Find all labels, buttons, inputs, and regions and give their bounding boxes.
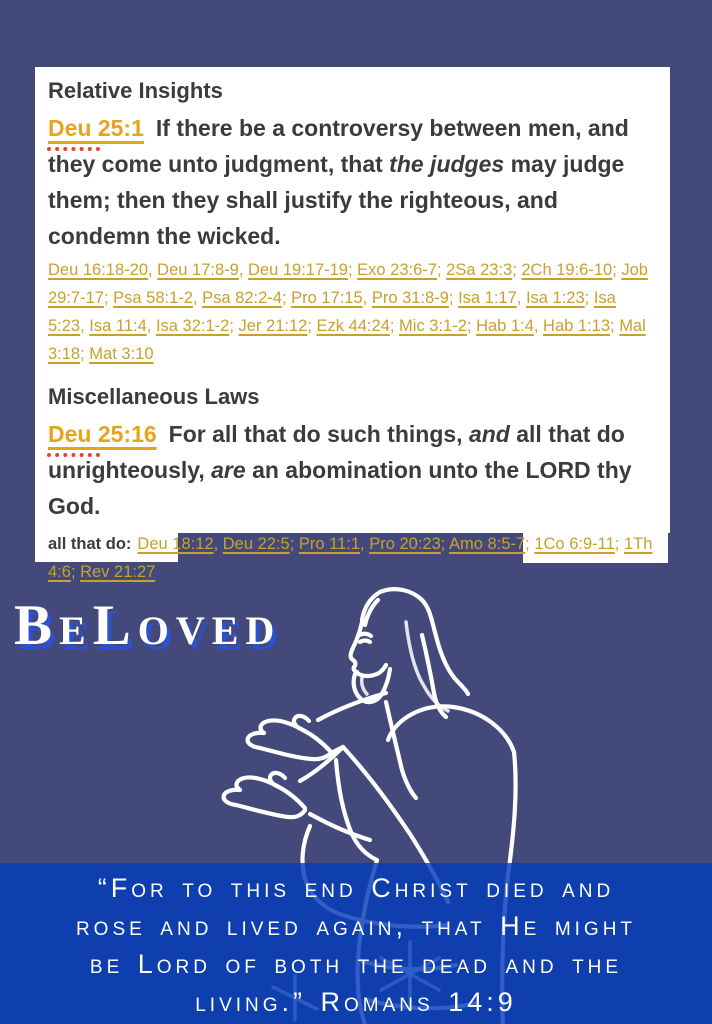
verse-ref-chapter: 25:16 (97, 421, 157, 447)
scripture-ref-link[interactable]: Hab 1:4 (476, 317, 534, 335)
verse-deu-25-16 (48, 416, 657, 524)
scripture-ref-link[interactable]: Isa 32:1-2 (155, 317, 230, 335)
verse-ref-link-deu-25-16[interactable] (48, 421, 157, 447)
scripture-ref-link[interactable]: Isa 11:4 (89, 317, 147, 335)
scripture-ref-link[interactable]: Deu 16:18-20 (48, 261, 148, 279)
scripture-ref-link[interactable]: Pro 17:15 (291, 289, 363, 307)
verse-ref-link-deu-25-1[interactable] (48, 115, 144, 141)
scripture-ref-link[interactable]: Jer 21:12 (238, 317, 308, 335)
verse-ref-book-misspelled: Deu (48, 115, 92, 141)
refs-label: all that do: (48, 535, 132, 553)
verse-ref-book-misspelled: Deu (48, 421, 92, 447)
scripture-ref-link[interactable]: Psa 82:2-4 (202, 289, 282, 307)
scripture-ref-link[interactable]: Job 29:7-17 (48, 261, 648, 307)
scripture-ref-link[interactable]: 2Ch 19:6-10 (521, 261, 613, 279)
scripture-ref-link[interactable]: Deu 17:8-9 (157, 261, 239, 279)
verse-italic-word: and (468, 421, 510, 447)
verse-plain-text: If there be a controversy between men, and they come unto judgment, that (48, 115, 629, 177)
cross-reference-list-all-that-do (48, 530, 657, 586)
scripture-ref-link[interactable]: Isa 5:23 (48, 289, 616, 335)
banner-quote-line: “For to this end Christ died and (97, 872, 615, 903)
scripture-ref-link[interactable]: Mal 3:18 (48, 317, 646, 363)
scripture-ref-link[interactable]: 1Th 4:6 (48, 535, 653, 581)
beloved-logo: BeLoved (14, 594, 282, 657)
scripture-ref-link[interactable]: Isa 1:23 (525, 289, 585, 307)
scripture-ref-link[interactable]: Exo 23:6-7 (357, 261, 437, 279)
scripture-ref-link[interactable]: Pro 31:8-9 (371, 289, 449, 307)
section-heading-relative-insights: Relative Insights (48, 78, 223, 103)
scripture-ref-link[interactable]: Isa 1:17 (458, 289, 517, 307)
section-heading-miscellaneous-laws: Miscellaneous Laws (48, 384, 260, 409)
verse-deu-25-1 (48, 110, 657, 254)
banner-quote-line: living.” Romans 14:9 (195, 986, 517, 1017)
scripture-ref-link[interactable]: Psa 58:1-2 (113, 289, 193, 307)
scripture-ref-link[interactable]: Pro 20:23 (369, 535, 441, 553)
verse-plain-text: For all that do such things, (168, 421, 469, 447)
scripture-ref-link[interactable]: Mic 3:1-2 (399, 317, 467, 335)
banner-quote-line: rose and lived again, that He might (75, 910, 637, 941)
scripture-ref-link[interactable]: Rev 21:27 (80, 563, 156, 581)
commentary-card-content (35, 67, 670, 586)
verse-plain-text: may judge them; then they shall justify the righteous, and condemn the wicked. (48, 151, 625, 249)
verse-italic-word: the judges (389, 151, 505, 177)
scripture-quote-banner (0, 863, 712, 1024)
scripture-ref-link[interactable]: Mat 3:10 (89, 345, 154, 363)
verse-ref-chapter: 25:1 (97, 115, 144, 141)
scripture-ref-link[interactable]: Pro 11:1 (298, 535, 361, 553)
verse-plain-text: an abomination unto the LORD thy God. (48, 457, 632, 519)
scripture-ref-link[interactable]: Ezk 44:24 (316, 317, 390, 335)
scripture-ref-link[interactable]: Deu 18:12 (137, 535, 214, 553)
scripture-ref-link[interactable]: Hab 1:13 (543, 317, 611, 335)
verse-italic-word: are (211, 457, 246, 483)
scripture-ref-link[interactable]: 2Sa 23:3 (446, 261, 513, 279)
verse-plain-text: all that do unrighteously, (48, 421, 625, 483)
cross-reference-list: Deu 16:18-20, Deu 17:8-9, Deu 19:17-19; Exo 23:6-7; 2Sa 23:3; 2Ch 19:6-10; Job 29:7-17; Psa 58:1-2, Psa 82:2-4; Pro 17:15, Pro 31:8-9; Isa 1:17, Isa 1:23; Isa 5:23, Isa 11:4, Isa 32:1-2; Jer 21:12; Ezk 44:24; Mic 3:1-2; Hab 1:4, Hab 1:13; Mal 3:18; Mat 3:10 (48, 261, 648, 363)
scripture-ref-link[interactable]: Amo 8:5-7 (449, 535, 526, 553)
scripture-ref-link[interactable]: Deu 19:17-19 (247, 261, 348, 279)
refs-links: Deu 18:12, Deu 22:5; Pro 11:1, Pro 20:23; Amo 8:5-7; 1Co 6:9-11; 1Th 4:6; Rev 21:27 (48, 535, 653, 581)
banner-quote-line: be Lord of both the dead and the (89, 948, 623, 979)
scripture-ref-link[interactable]: 1Co 6:9-11 (534, 535, 615, 553)
scripture-ref-link[interactable]: Deu 22:5 (222, 535, 290, 553)
